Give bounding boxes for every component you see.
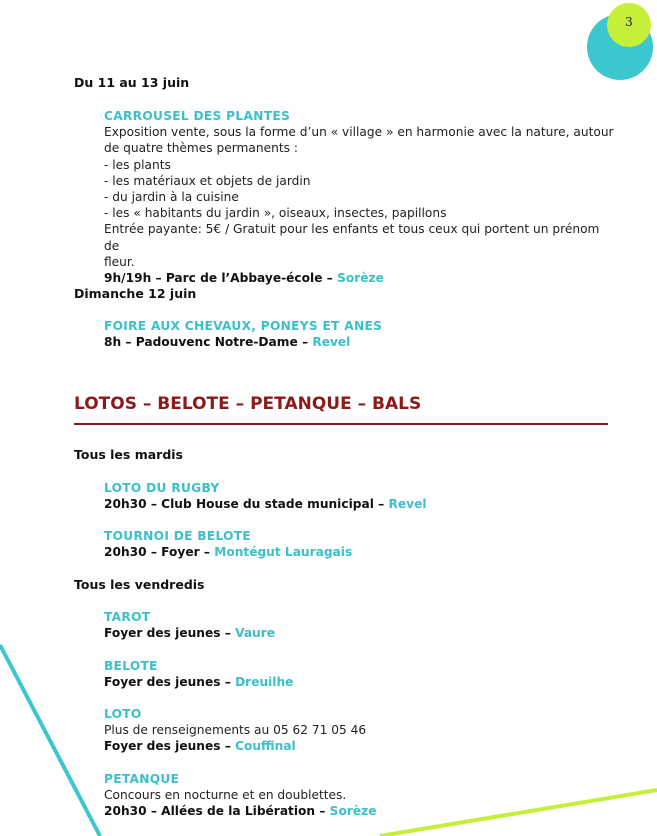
event-location: 20h30 – Foyer – [104,545,215,560]
event-town: Vaure [235,626,276,641]
event-location: Foyer des jeunes – [104,626,236,641]
event-tarot [104,609,614,641]
page-number: 3 [625,15,633,29]
event-description-line: - les « habitants du jardin », oiseaux, insectes, papillons [104,206,447,221]
date-heading: Tous les vendredis [74,577,205,592]
event-petanque [104,771,614,820]
event-location: 9h/19h – Parc de l’Abbaye-école – [104,271,338,286]
event-note: Plus de renseignements au 05 62 71 05 46 [104,723,367,738]
event-title: PETANQUE [104,772,180,786]
teal-diagonal-line [0,645,100,836]
date-heading: Tous les mardis [74,447,183,462]
event-loto-du-rugby [104,480,614,512]
event-loto [104,706,614,755]
event-description-line: - du jardin à la cuisine [104,190,239,205]
event-title: CARROUSEL DES PLANTES [104,109,291,123]
date-heading: Dimanche 12 juin [74,286,197,301]
event-title: BELOTE [104,659,158,673]
section-title: LOTOS – BELOTE – PETANQUE – BALS [74,394,422,414]
event-location: 20h30 – Allées de la Libération – [104,804,330,819]
event-description-line: Exposition vente, sous la forme d’un « village » en harmonie avec la nature, autour [104,125,614,140]
event-belote [104,658,614,690]
event-location: 8h – Padouvenc Notre-Dame – [104,335,313,350]
event-description-line: fleur. [104,254,135,269]
event-description-line: - les matériaux et objets de jardin [104,173,311,188]
section-divider [74,423,608,425]
event-title: LOTO [104,707,142,721]
event-location: Foyer des jeunes – [104,739,236,754]
event-town: Sorèze [337,271,384,286]
event-location: Foyer des jeunes – [104,675,236,690]
event-description-line: de quatre thèmes permanents : [104,141,298,156]
event-town: Montégut Lauragais [214,545,353,560]
event-tournoi-de-belote [104,528,614,560]
event-town: Couffinal [235,739,296,754]
event-title: TAROT [104,610,151,624]
event-foire-aux-chevaux [104,318,614,350]
event-town: Revel [388,497,427,512]
event-carrousel-des-plantes [104,108,614,286]
event-note: Concours en nocturne et en doublettes. [104,788,347,803]
event-title: FOIRE AUX CHEVAUX, PONEYS ET ANES [104,319,383,333]
event-town: Sorèze [329,804,377,819]
event-location: 20h30 – Club House du stade municipal – [104,497,389,512]
event-description-line: - les plants [104,157,171,172]
event-title: TOURNOI DE BELOTE [104,529,252,543]
date-heading: Du 11 au 13 juin [74,75,190,90]
event-description-line: Entrée payante: 5€ / Gratuit pour les enfants et tous ceux qui portent un prénom de [104,222,600,253]
event-town: Revel [312,335,351,350]
event-town: Dreuilhe [235,675,294,690]
event-title: LOTO DU RUGBY [104,481,220,495]
